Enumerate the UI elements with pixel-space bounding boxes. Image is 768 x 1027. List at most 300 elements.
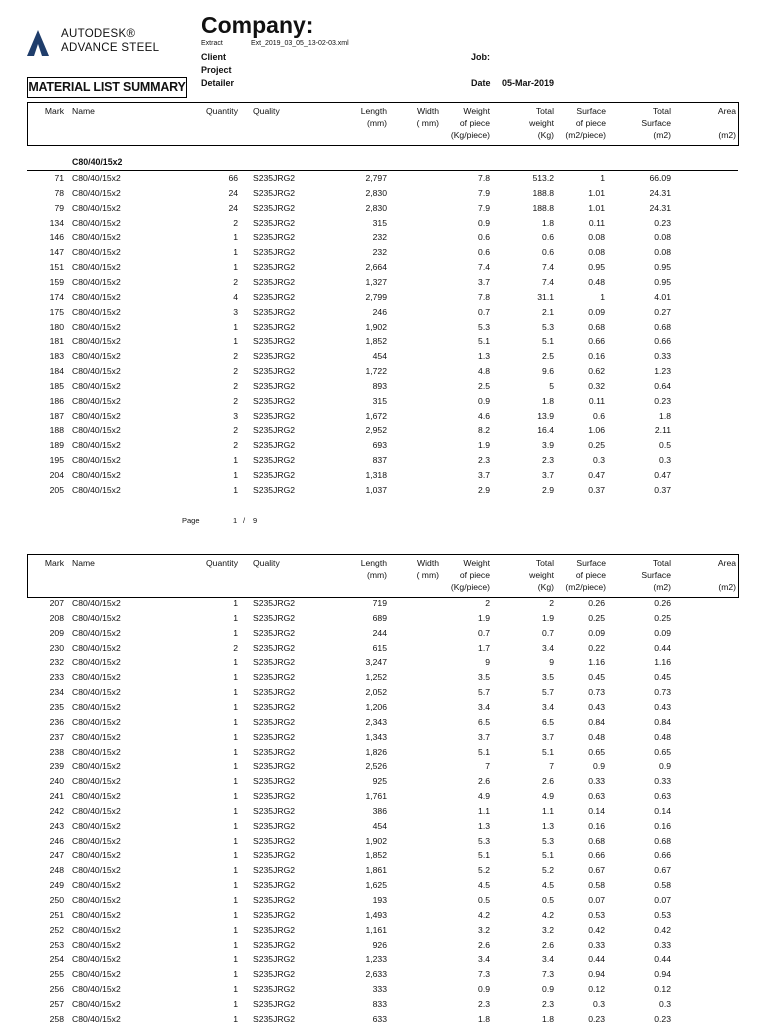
page-current: 1	[233, 516, 238, 525]
cell-total-weight: 3.5	[542, 672, 554, 683]
cell-total-surface: 0.47	[654, 470, 671, 480]
table-row	[0, 201, 768, 216]
cell-quantity: 1	[233, 687, 238, 698]
cell-name: C80/40/15x2	[72, 805, 121, 816]
cell-weight: 2.9	[478, 484, 490, 495]
cell-quantity: 1	[233, 805, 238, 816]
cell-mark: 241	[49, 791, 64, 802]
client-label: Client	[201, 52, 227, 62]
cell-total-weight: 2.1	[542, 306, 554, 317]
header-name: Name	[72, 558, 95, 568]
header-tsurf3: (m2)	[653, 582, 671, 592]
cell-total-weight: 2.6	[542, 939, 554, 950]
cell-quality: S235JRG2	[253, 321, 296, 332]
cell-length: 689	[372, 612, 387, 623]
cell-weight: 3.5	[478, 672, 490, 683]
cell-total-weight: 3.7	[542, 470, 554, 480]
cell-quality: S235JRG2	[253, 820, 296, 831]
cell-quality: S235JRG2	[253, 865, 296, 876]
cell-total-weight: 4.5	[542, 880, 554, 891]
cell-length: 3,247	[365, 657, 387, 668]
cell-weight: 7.9	[478, 202, 490, 213]
cell-weight: 2.6	[478, 776, 490, 787]
cell-surface: 0.43	[588, 701, 605, 712]
cell-quality: S235JRG2	[253, 984, 296, 995]
cell-name: C80/40/15x2	[72, 924, 121, 935]
cell-quality: S235JRG2	[253, 455, 296, 466]
cell-length: 2,526	[365, 761, 387, 772]
cell-length: 1,861	[365, 865, 387, 876]
cell-mark: 174	[49, 291, 64, 302]
cell-length: 633	[372, 1013, 387, 1024]
cell-mark: 256	[49, 984, 64, 995]
table-row	[0, 745, 768, 760]
cell-surface: 0.45	[588, 672, 605, 683]
cell-quantity: 1	[233, 232, 238, 243]
cell-quantity: 1	[233, 612, 238, 623]
table-row	[0, 230, 768, 245]
cell-quantity: 1	[233, 939, 238, 950]
cell-weight: 5.3	[478, 835, 490, 846]
cell-quality: S235JRG2	[253, 336, 296, 347]
cell-length: 1,493	[365, 909, 387, 920]
cell-weight: 0.9	[478, 984, 490, 995]
header-quantity: Quantity	[205, 106, 238, 116]
cell-length: 2,830	[365, 202, 387, 213]
cell-surface: 0.95	[588, 262, 605, 273]
cell-mark: 79	[54, 202, 64, 213]
cell-total-surface: 0.33	[654, 776, 671, 787]
header-name: Name	[72, 106, 95, 116]
column-header	[27, 102, 739, 146]
cell-name: C80/40/15x2	[72, 232, 121, 243]
cell-surface: 0.94	[588, 969, 605, 980]
cell-total-surface: 0.43	[654, 701, 671, 712]
cell-total-surface: 1.16	[654, 657, 671, 668]
cell-surface: 0.6	[593, 410, 605, 421]
cell-weight: 4.6	[478, 410, 490, 421]
cell-weight: 7.3	[478, 969, 490, 980]
table-row	[0, 438, 768, 453]
cell-length: 2,830	[365, 187, 387, 198]
table-row	[0, 611, 768, 626]
header-surface2: of piece	[575, 570, 606, 580]
cell-total-weight: 13.9	[537, 410, 554, 421]
cell-total-weight: 7.4	[542, 276, 554, 287]
table-row	[0, 320, 768, 335]
cell-quantity: 1	[233, 627, 238, 638]
cell-surface: 0.53	[588, 909, 605, 920]
cell-weight: 8.2	[478, 425, 490, 436]
company-label: Company:	[201, 12, 314, 38]
cell-surface: 0.3	[593, 998, 605, 1009]
header-total2: weight	[529, 118, 554, 128]
cell-quality: S235JRG2	[253, 657, 296, 668]
cell-name: C80/40/15x2	[72, 291, 121, 302]
cell-total-weight: 5.1	[542, 850, 554, 861]
cell-total-surface: 0.66	[654, 850, 671, 861]
cell-weight: 2.3	[478, 455, 490, 466]
cell-name: C80/40/15x2	[72, 202, 121, 213]
page-total: 9	[253, 516, 258, 525]
cell-quantity: 1	[233, 657, 238, 668]
cell-total-weight: 2.3	[542, 455, 554, 466]
cell-weight: 1.9	[478, 612, 490, 623]
cell-total-weight: 3.4	[542, 642, 554, 653]
cell-length: 1,318	[365, 470, 387, 480]
cell-quantity: 1	[233, 484, 238, 495]
cell-total-weight: 3.2	[542, 924, 554, 935]
cell-weight: 0.9	[478, 395, 490, 406]
cell-surface: 0.11	[588, 395, 605, 406]
cell-length: 1,327	[365, 276, 387, 287]
table-row	[0, 923, 768, 938]
cell-name: C80/40/15x2	[72, 954, 121, 965]
column-header-2	[27, 554, 739, 598]
cell-weight: 1.7	[478, 642, 490, 653]
cell-quantity: 3	[233, 410, 238, 421]
cell-name: C80/40/15x2	[72, 657, 121, 668]
cell-length: 1,902	[365, 321, 387, 332]
table-row	[0, 394, 768, 409]
cell-total-surface: 1.8	[659, 410, 671, 421]
cell-total-surface: 0.26	[654, 598, 671, 608]
table-row	[0, 670, 768, 685]
cell-quality: S235JRG2	[253, 410, 296, 421]
table-row	[0, 982, 768, 997]
cell-quality: S235JRG2	[253, 716, 296, 727]
cell-total-weight: 5.7	[542, 687, 554, 698]
cell-weight: 3.4	[478, 954, 490, 965]
table-row	[0, 730, 768, 745]
cell-name: C80/40/15x2	[72, 627, 121, 638]
cell-name: C80/40/15x2	[72, 484, 121, 495]
cell-total-surface: 0.9	[659, 761, 671, 772]
cell-mark: 146	[49, 232, 64, 243]
report-title: MATERIAL LIST SUMMARY	[27, 77, 187, 98]
cell-name: C80/40/15x2	[72, 716, 121, 727]
cell-surface: 1.16	[588, 657, 605, 668]
table-row	[0, 186, 768, 201]
cell-total-weight: 3.4	[542, 954, 554, 965]
cell-name: C80/40/15x2	[72, 425, 121, 436]
cell-quality: S235JRG2	[253, 627, 296, 638]
cell-total-surface: 4.01	[654, 291, 671, 302]
table-row	[0, 641, 768, 656]
cell-quality: S235JRG2	[253, 173, 296, 183]
table-row	[0, 819, 768, 834]
cell-length: 2,633	[365, 969, 387, 980]
cell-length: 837	[372, 455, 387, 466]
cell-quantity: 1	[233, 321, 238, 332]
cell-surface: 1	[600, 291, 605, 302]
cell-surface: 0.65	[588, 746, 605, 757]
cell-total-weight: 7.3	[542, 969, 554, 980]
cell-name: C80/40/15x2	[72, 276, 121, 287]
header-width1: Width	[417, 106, 439, 116]
cell-quality: S235JRG2	[253, 484, 296, 495]
extract-value: Ext_2019_03_05_13-02-03.xml	[251, 40, 349, 47]
cell-quantity: 1	[233, 716, 238, 727]
cell-length: 2,799	[365, 291, 387, 302]
cell-name: C80/40/15x2	[72, 173, 121, 183]
cell-surface: 0.32	[588, 380, 605, 391]
cell-mark: 159	[49, 276, 64, 287]
cell-name: C80/40/15x2	[72, 642, 121, 653]
header-tsurf1: Total	[652, 558, 671, 568]
cell-total-surface: 0.14	[654, 805, 671, 816]
cell-mark: 232	[49, 657, 64, 668]
cell-quality: S235JRG2	[253, 217, 296, 228]
cell-quality: S235JRG2	[253, 954, 296, 965]
cell-surface: 0.16	[588, 351, 605, 362]
cell-length: 1,852	[365, 336, 387, 347]
cell-total-weight: 1.8	[542, 1013, 554, 1024]
cell-total-surface: 0.58	[654, 880, 671, 891]
header-weight3: (Kg/piece)	[450, 130, 490, 140]
cell-total-weight: 3.9	[542, 440, 554, 451]
table-row	[0, 596, 768, 611]
cell-mark: 255	[49, 969, 64, 980]
table-row	[0, 260, 768, 275]
cell-total-surface: 66.09	[649, 173, 671, 183]
header-width1: Width	[417, 558, 439, 568]
cell-weight: 4.9	[478, 791, 490, 802]
cell-mark: 238	[49, 746, 64, 757]
cell-name: C80/40/15x2	[72, 776, 121, 787]
cell-weight: 2.3	[478, 998, 490, 1009]
cell-weight: 4.5	[478, 880, 490, 891]
detailer-label: Detailer	[201, 78, 235, 88]
cell-name: C80/40/15x2	[72, 984, 121, 995]
table-row	[0, 626, 768, 641]
cell-quality: S235JRG2	[253, 895, 296, 905]
cell-length: 1,343	[365, 731, 387, 742]
cell-surface: 0.58	[588, 880, 605, 891]
cell-quantity: 24	[228, 187, 238, 198]
cell-length: 2,797	[365, 173, 387, 183]
cell-mark: 251	[49, 909, 64, 920]
cell-length: 2,052	[365, 687, 387, 698]
cell-mark: 175	[49, 306, 64, 317]
cell-quality: S235JRG2	[253, 187, 296, 198]
cell-mark: 257	[49, 998, 64, 1009]
cell-mark: 235	[49, 701, 64, 712]
cell-quality: S235JRG2	[253, 909, 296, 920]
cell-total-surface: 0.09	[654, 627, 671, 638]
cell-quality: S235JRG2	[253, 612, 296, 623]
cell-quality: S235JRG2	[253, 791, 296, 802]
extract-label: Extract	[201, 40, 223, 47]
job-label: Job:	[471, 52, 490, 62]
cell-length: 193	[372, 895, 387, 905]
cell-weight: 3.7	[478, 731, 490, 742]
cell-length: 1,161	[365, 924, 387, 935]
cell-surface: 0.33	[588, 776, 605, 787]
cell-quality: S235JRG2	[253, 470, 296, 480]
cell-quantity: 1	[233, 865, 238, 876]
cell-length: 246	[372, 306, 387, 317]
cell-total-weight: 0.6	[542, 232, 554, 243]
table-row	[0, 893, 768, 908]
autodesk-advance-steel-logo	[27, 26, 197, 66]
cell-mark: 233	[49, 672, 64, 683]
header-total2: weight	[529, 570, 554, 580]
cell-total-surface: 0.07	[654, 895, 671, 905]
cell-name: C80/40/15x2	[72, 351, 121, 362]
cell-weight: 2	[485, 598, 490, 608]
cell-surface: 0.66	[588, 336, 605, 347]
cell-quantity: 66	[228, 173, 238, 183]
cell-mark: 180	[49, 321, 64, 332]
header-area3: (m2)	[718, 130, 736, 140]
cell-weight: 9	[485, 657, 490, 668]
cell-mark: 236	[49, 716, 64, 727]
cell-surface: 0.09	[588, 627, 605, 638]
table-row	[0, 774, 768, 789]
cell-length: 2,343	[365, 716, 387, 727]
cell-total-weight: 9.6	[542, 366, 554, 377]
cell-name: C80/40/15x2	[72, 731, 121, 742]
cell-total-weight: 0.6	[542, 247, 554, 258]
cell-surface: 0.42	[588, 924, 605, 935]
cell-name: C80/40/15x2	[72, 820, 121, 831]
cell-quantity: 2	[233, 276, 238, 287]
header-weight2: of piece	[459, 118, 490, 128]
cell-quality: S235JRG2	[253, 247, 296, 258]
cell-total-weight: 513.2	[532, 173, 554, 183]
cell-length: 454	[372, 351, 387, 362]
cell-length: 232	[372, 232, 387, 243]
cell-total-weight: 4.2	[542, 909, 554, 920]
table-row	[0, 275, 768, 290]
cell-weight: 5.1	[478, 336, 490, 347]
cell-total-weight: 2.3	[542, 998, 554, 1009]
cell-quantity: 1	[233, 336, 238, 347]
header-surface1: Surface	[576, 558, 606, 568]
cell-quality: S235JRG2	[253, 291, 296, 302]
cell-quantity: 1	[233, 909, 238, 920]
cell-surface: 0.07	[588, 895, 605, 905]
table-row	[0, 952, 768, 967]
cell-quantity: 1	[233, 850, 238, 861]
brand-line2: ADVANCE STEEL	[61, 42, 160, 54]
cell-mark: 208	[49, 612, 64, 623]
cell-weight: 2.6	[478, 939, 490, 950]
table-row	[0, 334, 768, 349]
cell-length: 386	[372, 805, 387, 816]
header-tsurf2: Surface	[641, 118, 671, 128]
cell-mark: 234	[49, 687, 64, 698]
cell-name: C80/40/15x2	[72, 746, 121, 757]
cell-total-surface: 0.95	[654, 262, 671, 273]
cell-mark: 242	[49, 805, 64, 816]
date-label: Date	[471, 78, 491, 88]
header-surface2: of piece	[575, 118, 606, 128]
cell-weight: 7.9	[478, 187, 490, 198]
cell-quantity: 1	[233, 776, 238, 787]
cell-total-surface: 2.11	[654, 425, 671, 436]
cell-weight: 7.8	[478, 173, 490, 183]
cell-weight: 7	[485, 761, 490, 772]
cell-length: 1,206	[365, 701, 387, 712]
cell-name: C80/40/15x2	[72, 672, 121, 683]
header-total1: Total	[535, 558, 554, 568]
cell-mark: 207	[49, 598, 64, 608]
cell-total-surface: 0.5	[659, 440, 671, 451]
cell-total-weight: 5.1	[542, 746, 554, 757]
cell-quantity: 1	[233, 262, 238, 273]
cell-quality: S235JRG2	[253, 1013, 296, 1024]
cell-mark: 181	[49, 336, 64, 347]
table-row	[0, 349, 768, 364]
table-row	[0, 759, 768, 774]
cell-quantity: 2	[233, 351, 238, 362]
cell-surface: 0.23	[588, 1013, 605, 1024]
cell-total-surface: 0.08	[654, 247, 671, 258]
cell-mark: 189	[49, 440, 64, 451]
cell-quality: S235JRG2	[253, 440, 296, 451]
cell-quantity: 2	[233, 380, 238, 391]
cell-name: C80/40/15x2	[72, 321, 121, 332]
cell-quality: S235JRG2	[253, 425, 296, 436]
cell-total-weight: 1.8	[542, 217, 554, 228]
cell-total-surface: 0.63	[654, 791, 671, 802]
cell-length: 719	[372, 598, 387, 608]
brand-line1: AUTODESK®	[61, 28, 136, 40]
table-row	[0, 700, 768, 715]
cell-weight: 1.3	[478, 351, 490, 362]
cell-quality: S235JRG2	[253, 880, 296, 891]
cell-surface: 0.47	[588, 470, 605, 480]
cell-weight: 1.9	[478, 440, 490, 451]
cell-length: 693	[372, 440, 387, 451]
cell-weight: 5.2	[478, 865, 490, 876]
table-row	[0, 685, 768, 700]
cell-surface: 0.16	[588, 820, 605, 831]
cell-mark: 258	[49, 1013, 64, 1024]
cell-length: 2,952	[365, 425, 387, 436]
cell-weight: 0.6	[478, 247, 490, 258]
cell-length: 615	[372, 642, 387, 653]
cell-total-weight: 31.1	[537, 291, 554, 302]
header-mark: Mark	[44, 558, 64, 568]
cell-surface: 0.48	[588, 731, 605, 742]
cell-name: C80/40/15x2	[72, 336, 121, 347]
cell-mark: 209	[49, 627, 64, 638]
header-area1: Area	[717, 558, 736, 568]
cell-mark: 246	[49, 835, 64, 846]
cell-mark: 184	[49, 366, 64, 377]
cell-weight: 5.1	[478, 746, 490, 757]
cell-quantity: 1	[233, 672, 238, 683]
header-total3: (Kg)	[537, 130, 554, 140]
cell-weight: 5.1	[478, 850, 490, 861]
cell-surface: 0.84	[588, 716, 605, 727]
cell-mark: 195	[49, 455, 64, 466]
cell-quality: S235JRG2	[253, 687, 296, 698]
cell-surface: 0.12	[588, 984, 605, 995]
cell-quantity: 1	[233, 1013, 238, 1024]
table-row	[0, 379, 768, 394]
table-row	[0, 715, 768, 730]
header-surface1: Surface	[576, 106, 606, 116]
table-row	[0, 863, 768, 878]
cell-length: 1,252	[365, 672, 387, 683]
cell-surface: 1.01	[588, 187, 605, 198]
cell-quantity: 3	[233, 306, 238, 317]
cell-surface: 0.3	[593, 455, 605, 466]
